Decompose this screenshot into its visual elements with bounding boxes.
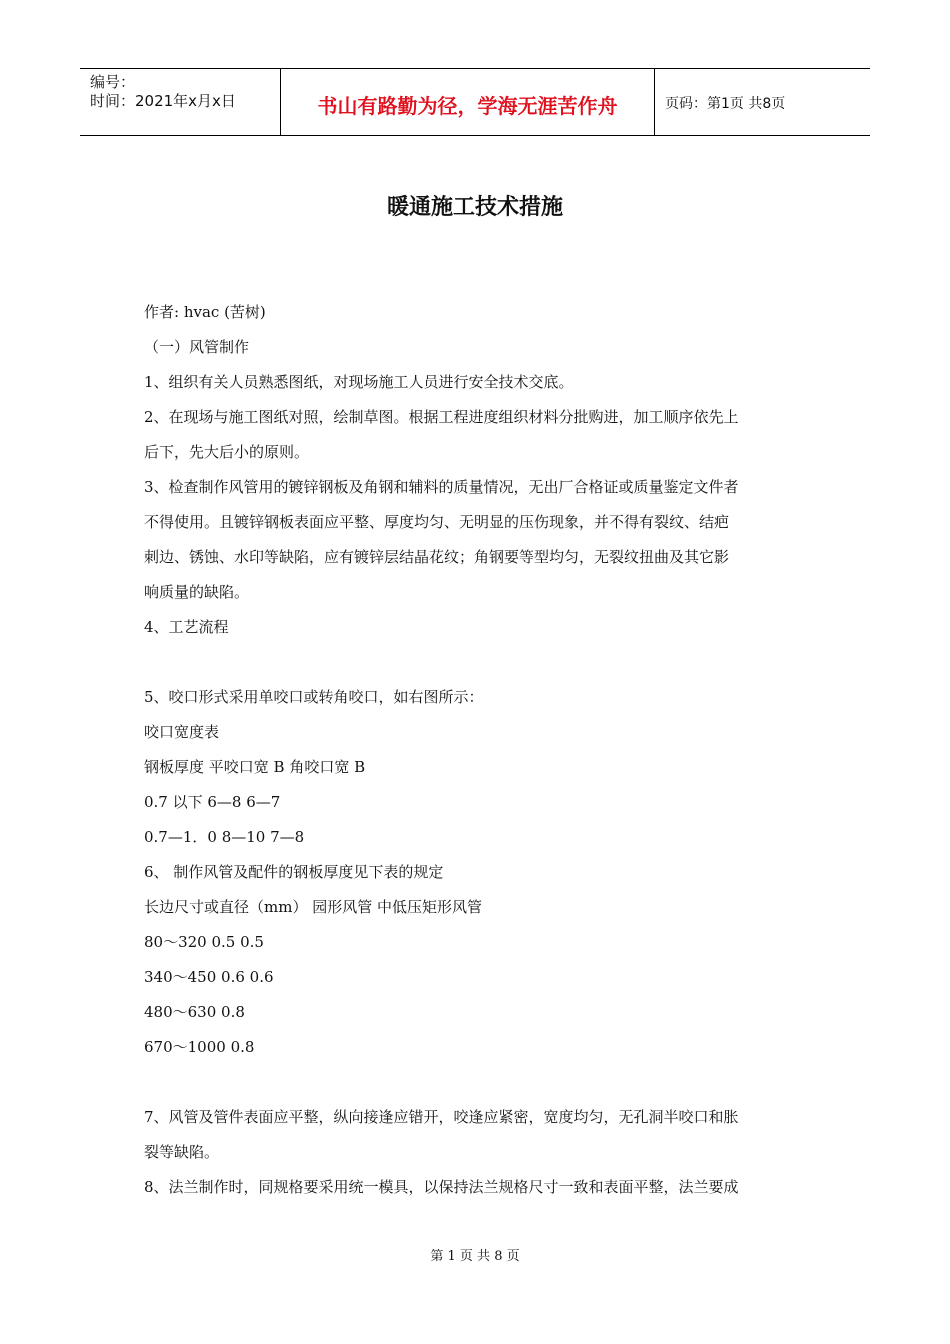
body-paragraph-line: 340～450 0.6 0.6: [144, 968, 274, 986]
body-paragraph-line: （一）风管制作: [144, 338, 250, 356]
page-footer: 第 1 页 共 8 页: [430, 1249, 520, 1264]
header-table: [80, 68, 870, 136]
document-title: 暖通施工技术措施: [386, 195, 563, 220]
body-paragraph-line: 8、法兰制作时，同规格要采用统一模具，以保持法兰规格尺寸一致和表面平整，法兰要成: [144, 1178, 739, 1196]
body-paragraph-line: 7、风管及管件表面应平整，纵向接逢应错开，咬逢应紧密，宽度均匀，无孔洞半咬口和胀: [144, 1108, 739, 1126]
body-paragraph-line: 响质量的缺陷。: [144, 583, 250, 601]
body-paragraph-line: 4、工艺流程: [144, 618, 229, 636]
header-motto: 书山有路勤为径，学海无涯苦作舟: [281, 69, 655, 135]
body-paragraph-line: 5、咬口形式采用单咬口或转角咬口，如右图所示：: [144, 688, 484, 706]
body-paragraph-line: 0.7—1．0 8—10 7—8: [144, 828, 305, 846]
body-paragraph-line: 后下，先大后小的原则。: [144, 443, 310, 461]
body-paragraph-line: 咬口宽度表: [144, 723, 220, 741]
body-paragraph-line: 1、组织有关人员熟悉图纸，对现场施工人员进行安全技术交底。: [144, 373, 574, 391]
body-paragraph-line: 裂等缺陷。: [144, 1143, 220, 1161]
body-paragraph-line: 80～320 0.5 0.5: [144, 933, 264, 951]
number-label: 编号：: [90, 73, 136, 91]
document-body: [144, 298, 812, 1208]
body-paragraph-line: 3、检查制作风管用的镀锌钢板及角钢和辅料的质量情况，无出厂合格证或质量鉴定文件者: [144, 478, 739, 496]
body-paragraph-line: 670～1000 0.8: [144, 1038, 255, 1056]
blank-line: [144, 1068, 812, 1103]
body-paragraph-line: 0.7 以下 6—8 6—7: [144, 793, 281, 811]
body-paragraph-line: 480～630 0.8: [144, 1003, 245, 1021]
body-paragraph-line: 长边尺寸或直径（mm） 园形风管 中低压矩形风管: [144, 898, 482, 916]
blank-line: [144, 648, 812, 683]
header-page-info: 页码：第1页 共8页: [665, 96, 786, 112]
body-paragraph-line: 6、 制作风管及配件的钢板厚度见下表的规定: [144, 863, 444, 881]
body-paragraph-line: 不得使用。且镀锌钢板表面应平整、厚度均匀、无明显的压伤现象，并不得有裂纹、结疤: [144, 513, 730, 531]
body-paragraph-line: 2、在现场与施工图纸对照，绘制草图。根据工程进度组织材料分批购进，加工顺序依先上: [144, 408, 739, 426]
body-paragraph-line: 刺边、锈蚀、水印等缺陷，应有镀锌层结晶花纹；角钢要等型均匀，无裂纹扭曲及其它影: [144, 548, 730, 566]
time-label: 时间：2021年x月x日: [90, 92, 236, 110]
body-paragraph-line: 作者: hvac (苦树): [144, 303, 266, 321]
header-meta-cell: [80, 69, 281, 135]
body-paragraph-line: 钢板厚度 平咬口宽 B 角咬口宽 B: [144, 758, 366, 776]
